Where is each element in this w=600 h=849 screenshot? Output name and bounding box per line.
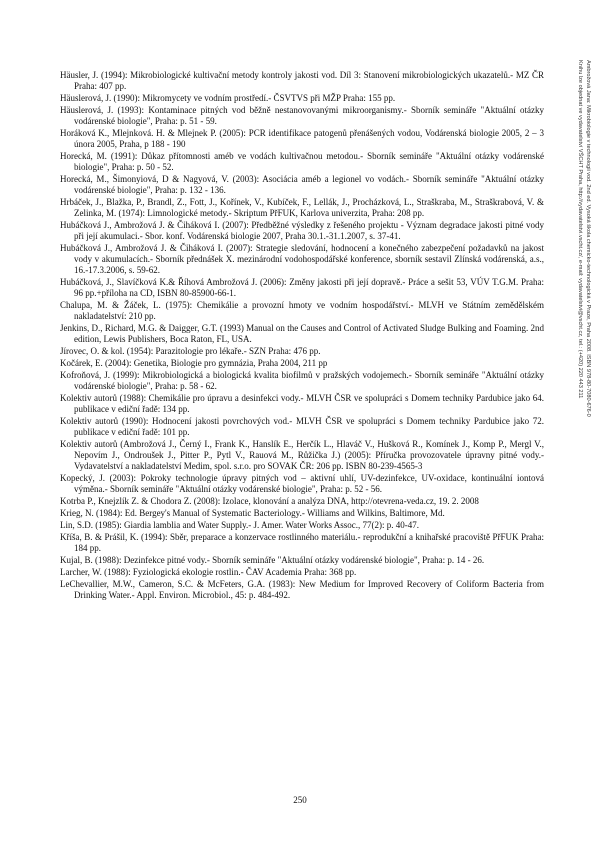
reference-entry: Krieg, N. (1984): Ed. Bergey's Manual of Systematic Bacteriology.- Williams and Wilkins, Baltimore, Md. <box>60 508 445 518</box>
reference-entry: Hubáčková J., Ambrožová J. & Čiháková I. (2007): Strategie sledování, hodnocení a konečného zabezpečení požadavků na jakost vody v akumulacích.- Sborník přednášek X. mezinárodní vodohospodářské konference, sborník sestavil Zlínská vodárenská, a.s., 16.-17.3.2006, s. 59-62. <box>60 243 544 275</box>
reference-entry: Häusler, J. (1994): Mikrobiologické kultivační metody kontroly jakosti vod. Díl 3: Stanovení mikrobiologických ukazatelů.- MZ ČR Praha: 407 pp. <box>60 70 544 91</box>
reference-entry: Kujal, B. (1988): Dezinfekce pitné vody.- Sborník semináře "Aktuální otázky vodárenské biologie", Praha: p. 14 - 26. <box>60 555 485 565</box>
reference-entry: Kolektiv autorů (1990): Hodnocení jakosti povrchových vod.- MLVH ČSR ve spolupráci s Domem techniky Pardubice jako 72. publikace v ediční řadě: 101 pp. <box>60 416 544 437</box>
reference-entry: Kotrba P., Knejzlík Z. & Chodora Z. (2008): Izolace, klonování a analýza DNA, http://otevrena-veda.cz, 19. 2. 2008 <box>60 496 479 506</box>
reference-entry: Horecká, M. (1991): Důkaz přítomnosti améb ve vodách kultivačnou metodou.- Sborník semináře "Aktuální otázky vodárenské biologie", Praha: p. 50 - 52. <box>60 151 544 172</box>
reference-entry: Kopecký, J. (2003): Pokroky technologie úpravy pitných vod – aktivní uhlí, UV-dezinfekce, UV-oxidace, kontinuální iontová výměna.- Sborník semináře "Aktuální otázky vodárenské biologie", Praha: p. 52 - 56. <box>60 473 544 494</box>
reference-entry: Hubáčková J., Ambrožová J. & Čiháková I. (2007): Předběžné výsledky z řešeného projektu - Význam degradace jakosti pitné vody při její akumulaci.- Sbor. konf. Vodárenská biologie 2007, Praha 30.1.-31.1.2007, s. 37-41. <box>60 220 544 241</box>
side-note <box>566 60 592 760</box>
reference-entry: Hubáčková, J., Slavíčková K.& Říhová Ambrožová J. (2006): Změny jakosti při její dopravě.- Práce a sešit 53, VÚV T.G.M. Praha: 96 pp.+příloha na CD, ISBN 80-85900-66-1. <box>60 277 544 298</box>
reference-entry: Kofroňová, J. (1999): Mikrobiologická a biologická kvalita biofilmů v pražských vodojemech.- Sborník semináře "Aktuální otázky vodárenské biologie", Praha: p. 58 - 62. <box>60 370 544 391</box>
side-note-line: Ambrožová Jana: Mikrobiologie v technologii vod. 2nd ed. Vysoká škola chemicko-technologická v Praze, Praha 2008. ISBN 978-80-7080-676-0 <box>585 60 591 417</box>
reference-entry: Kolektiv autorů (Ambrožová J., Černý I., Frank K., Hanslík E., Herčík L., Hlaváč V., Hušková R., Komínek J., Komp P., Mergl V., Nepovím J., Ondroušek J., Pitter P., Pytl V., Rauová M., Růžička J.) (2005): Příručka provozovatele úpravny pitné vody.- Vydavatelství a nakladatelství Medim, spol. s.r.o. pro SOVAK ČR: 206 pp. ISBN 80-239-4565-3 <box>60 439 544 471</box>
reference-entry: Horáková K., Mlejnková. H. & Mlejnek P. (2005): PCR identifikace patogenů přenášených vodou, Vodárenská biologie 2005, 2 – 3 února 2005, Praha, p 188 - 190 <box>60 128 544 149</box>
reference-entry: Hrbáček, J., Blažka, P., Brandl, Z., Fott, J., Kořínek, V., Kubíček, F., Lellák, J., Procházková, L., Straškraba, M., Straškrabová, V. & Zelinka, M. (1974): Limnologické metody.- Skriptum PřFUK, Karlova univerzita, Praha: 208 pp. <box>60 197 544 218</box>
reference-entry: Jírovec, O. & kol. (1954): Parazitologie pro lékaře.- SZN Praha: 476 pp. <box>60 346 321 356</box>
reference-list <box>60 70 544 602</box>
reference-entry: Chalupa, M. & Žáček, L. (1975): Chemikálie a provozní hmoty ve vodním hospodářství.- MLVH ve Státním zemědělském nakladatelství: 210 pp. <box>60 300 544 321</box>
reference-entry: Kolektiv autorů (1988): Chemikálie pro úpravu a desinfekci vody.- MLVH ČSR ve spolupráci s Domem techniky Pardubice jako 64. publikace v ediční řadě: 134 pp. <box>60 393 544 414</box>
reference-entry: Häuslerová, J. (1993): Kontaminace pitných vod běžně nestanovovanými mikroorganismy.- Sborník semináře "Aktuální otázky vodárenské biologie", Praha: p. 51 - 59. <box>60 105 544 126</box>
reference-entry: Kříša, B. & Prášil, K. (1994): Sběr, preparace a konzervace rostlinného materiálu.- reprodukční a knihařské pracoviště PřFUK Praha: 184 pp. <box>60 532 544 553</box>
reference-entry: Häuslerová, J. (1990): Mikromycety ve vodním prostředí.- ČSVTVS při MŽP Praha: 155 pp. <box>60 93 396 103</box>
reference-entry: Horecká, M., Šimonyiová, D & Nagyová, V. (2003): Asociácia améb a legionel vo vodách.- Sborník semináře "Aktuální otázky vodárenské biologie", Praha: p. 132 - 136. <box>60 174 544 195</box>
reference-entry: Larcher, W. (1988): Fyziologická ekologie rostlin.- ČAV Academia Praha: 368 pp. <box>60 567 357 577</box>
reference-entry: LeChevallier, M.W., Cameron, S.C. & McFeters, G.A. (1983): New Medium for Improved Recovery of Coliform Bacteria from Drinking Water.- Appl. Environ. Microbiol., 45: p. 484-492. <box>60 579 544 600</box>
reference-entry: Jenkins, D., Richard, M.G. & Daigger, G.T. (1993) Manual on the Causes and Control of Activated Sludge Bulking and Foaming. 2nd edition, Lewis Publishers, Boca Raton, FL, USA. <box>60 323 544 344</box>
reference-entry: Kočárek, E. (2004): Genetika, Biologie pro gymnázia, Praha 2004, 211 pp <box>60 358 328 368</box>
page-number: 250 <box>293 795 307 805</box>
reference-entry: Lin, S.D. (1985): Giardia lamblia and Water Supply.- J. Amer. Water Works Assoc., 77(2): p. 40-47. <box>60 520 419 530</box>
side-note-line: Knihu lze objednat ve vydavatelství VŠCHT Praha, http://vydavatelstvi.vscht.cz/, e-mail: vydavatelstvi@vscht.cz, tel.: (+420) 220 443 211 <box>577 60 583 399</box>
